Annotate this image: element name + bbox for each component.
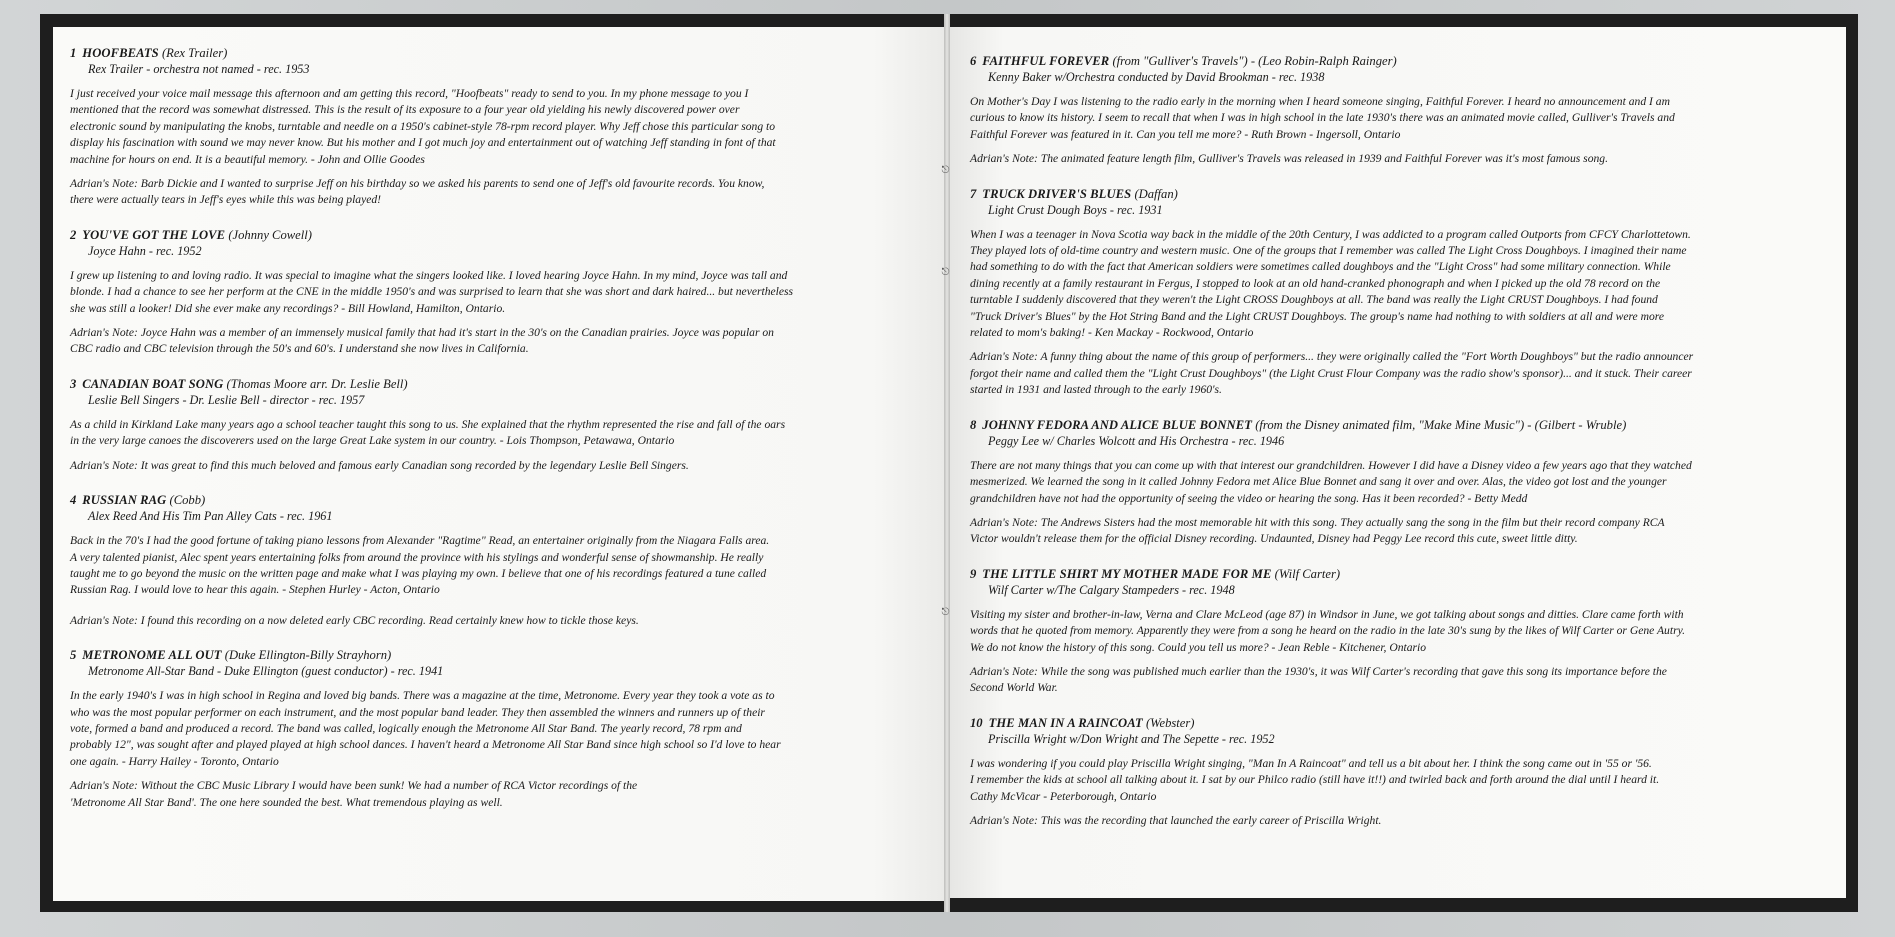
track-composer: (Daffan) bbox=[1134, 186, 1178, 201]
track-heading bbox=[970, 186, 1830, 202]
track-number: 5 bbox=[70, 648, 77, 663]
story-line: dining recently at a family restaurant in Fergus, I stopped to look at an old hand-cranked phonograph and when I picked up the old 78 record on the bbox=[970, 276, 1661, 290]
story-line: Visiting my sister and brother-in-law, Verna and Clare McLeod (age 87) in Windsor in June, we got talking about songs and ditties. Clare came forth with bbox=[970, 607, 1684, 621]
track-entry bbox=[970, 566, 1830, 697]
track-heading bbox=[70, 647, 928, 663]
note-line: Adrian's Note: While the song was published much earlier than the 1930's, it was Wilf Carter's recording that gave this song its importance before the bbox=[970, 664, 1667, 678]
track-heading bbox=[70, 376, 928, 392]
track-performer: Alex Reed And His Tim Pan Alley Cats - rec. 1961 bbox=[88, 509, 333, 524]
story-line: words that he quoted from memory. Apparently they were from a song he heard on the radio in the late 30's sung by the likes of Wilf Carter or Gene Autry. bbox=[970, 624, 1685, 638]
note-line: Adrian's Note: Without the CBC Music Library I would have been sunk! We had a number of RCA Victor recordings of the bbox=[70, 779, 638, 793]
staple-icon: ⎋ bbox=[941, 607, 950, 618]
story-line: I just received your voice mail message this afternoon and am getting this record, "Hoofbeats" ready to send to you. In my phone message to you I bbox=[70, 87, 749, 100]
listener-story bbox=[970, 458, 1830, 507]
track-performer: Peggy Lee w/ Charles Wolcott and His Orchestra - rec. 1946 bbox=[988, 433, 1285, 448]
listener-story bbox=[70, 533, 928, 599]
track-number: 10 bbox=[970, 715, 983, 730]
story-line: probably 12", was sought after and played played at high school dances. I haven't heard a Metronome All Star Band since high school so I'd love to hear bbox=[70, 738, 781, 752]
listener-story bbox=[70, 688, 928, 770]
track-heading bbox=[970, 715, 1830, 731]
story-line: mesmerized. We learned the song in it called Johnny Fedora met Alice Blue Bonnet and sang it over and over. Alas, the video got lost and the younger bbox=[970, 475, 1667, 489]
track-title: THE MAN IN A RAINCOAT bbox=[988, 715, 1143, 730]
track-title: CANADIAN BOAT SONG bbox=[82, 376, 224, 391]
track-composer: (Webster) bbox=[1145, 715, 1195, 730]
story-line: related to mom's baking! - Ken Mackay - Rockwood, Ontario bbox=[970, 326, 1254, 340]
story-line: grandchildren have not had the opportunity of seeing the video or hearing the song. Has it been recorded? - Betty Medd bbox=[970, 491, 1528, 505]
listener-story bbox=[970, 607, 1830, 656]
listener-story bbox=[970, 94, 1830, 143]
story-line: vote, formed a band and produced a record. The band was called, logically enough the Metronome All Star Band. The yearly record, 78 rpm and bbox=[70, 721, 742, 735]
story-line: curious to know its history. I seem to recall that when I was in high school in the late 1930's there was an animated movie called, Gulliver's Travels and bbox=[970, 111, 1675, 125]
track-heading bbox=[70, 227, 928, 243]
story-line: one again. - Harry Hailey - Toronto, Ontario bbox=[70, 754, 279, 768]
story-line: taught me to go beyond the music on the written page and make what I was playing my own. I believe that one of his recordings featured a tune called bbox=[70, 566, 767, 580]
track-entry bbox=[970, 715, 1830, 830]
note-line: Adrian's Note: Joyce Hahn was a member of an immensely musical family that had it's start in the 30's on the Canadian prairies. Joyce was popular on bbox=[70, 326, 774, 340]
adrians-note bbox=[970, 349, 1830, 398]
track-performer: Metronome All-Star Band - Duke Ellington (guest conductor) - rec. 1941 bbox=[88, 664, 444, 679]
track-title: FAITHFUL FOREVER bbox=[982, 54, 1110, 68]
adrians-note bbox=[70, 325, 928, 358]
story-line: she was still a looker! Did she ever make any recordings? - Bill Howland, Hamilton, Ontario. bbox=[70, 301, 506, 315]
story-line: machine for hours on end. It is a beautiful memory. - John and Ollie Goodes bbox=[70, 152, 425, 166]
right-column bbox=[970, 53, 1830, 847]
track-title: RUSSIAN RAG bbox=[82, 493, 167, 508]
track-performer: Rex Trailer - orchestra not named - rec. 1953 bbox=[88, 62, 310, 76]
note-line: started in 1931 and lasted through to the early 1960's. bbox=[970, 383, 1222, 397]
track-number: 8 bbox=[970, 417, 977, 432]
track-composer: (Thomas Moore arr. Dr. Leslie Bell) bbox=[226, 376, 408, 391]
track-entry bbox=[70, 376, 928, 474]
story-line: in the very large canoes the discoverers used on the large Great Lake system in our country. - Lois Thompson, Petawawa, Ontario bbox=[70, 434, 675, 448]
story-line: I was wondering if you could play Priscilla Wright singing, "Man In A Raincoat" and tell us a bit about her. I think the song came out in '55 or '56. bbox=[970, 756, 1652, 770]
story-line: "Truck Driver's Blues" by the Hot String Band and the Light CRUST Doughboys. The group's name had nothing to with soldiers at all and were more bbox=[970, 309, 1664, 323]
story-line: Cathy McVicar - Peterborough, Ontario bbox=[970, 789, 1157, 803]
left-column bbox=[70, 45, 928, 829]
story-line: We do not know the history of this song. Could you tell us more? - Jean Reble - Kitchener, Ontario bbox=[970, 640, 1427, 654]
track-title: METRONOME ALL OUT bbox=[82, 648, 222, 663]
track-entry bbox=[70, 45, 928, 209]
story-line: There are not many things that you can come up with that interest our grandchildren. However I did have a Disney video a few years ago that they watched bbox=[970, 458, 1692, 472]
track-performer: Joyce Hahn - rec. 1952 bbox=[88, 243, 202, 258]
story-line: Back in the 70's I had the good fortune of taking piano lessons from Alexander "Ragtime" Read, an entertainer originally from the Niagara Falls area. bbox=[70, 534, 770, 548]
adrians-note bbox=[70, 613, 928, 629]
track-performer: Leslie Bell Singers - Dr. Leslie Bell - director - rec. 1957 bbox=[88, 392, 365, 407]
track-heading bbox=[70, 492, 928, 508]
story-line: When I was a teenager in Nova Scotia way back in the middle of the 20th Century, I was addicted to a program called Outports from CFCY Charlottetown. bbox=[970, 227, 1691, 241]
adrians-note bbox=[70, 778, 928, 811]
note-line: CBC radio and CBC television through the 50's and 60's. I understand she now lives in California. bbox=[70, 342, 529, 356]
track-composer: (from "Gulliver's Travels") - (Leo Robin-Ralph Rainger) bbox=[1112, 54, 1397, 68]
track-heading bbox=[970, 53, 1830, 69]
note-line: Adrian's Note: Barb Dickie and I wanted to surprise Jeff on his birthday so we asked his parents to send one of Jeff's old favourite records. You know, bbox=[70, 177, 765, 191]
staple-icon: ⎋ bbox=[941, 267, 950, 278]
note-line: Adrian's Note: This was the recording that launched the early career of Priscilla Wright. bbox=[970, 813, 1382, 827]
track-title: THE LITTLE SHIRT MY MOTHER MADE FOR ME bbox=[982, 566, 1272, 581]
adrians-note bbox=[70, 458, 928, 474]
listener-story bbox=[70, 268, 928, 317]
track-number: 4 bbox=[70, 493, 77, 508]
track-entry bbox=[70, 492, 928, 629]
track-performer: Wilf Carter w/The Calgary Stampeders - rec. 1948 bbox=[988, 582, 1235, 597]
story-line: blonde. I had a chance to see her perform at the CNE in the middle 1950's and was surprised to learn that she was short and dark haired... but nevertheless bbox=[70, 285, 794, 299]
track-composer: (Duke Ellington-Billy Strayhorn) bbox=[224, 648, 392, 663]
story-line: A very talented pianist, Alec spent years entertaining folks from around the province with his stylings and wonderful sense of showmanship. He really bbox=[70, 550, 764, 564]
story-line: Russian Rag. I would love to hear this again. - Stephen Hurley - Acton, Ontario bbox=[70, 583, 440, 597]
note-line: Adrian's Note: The animated feature length film, Gulliver's Travels was released in 1939 and Faithful Forever was it's most famous song. bbox=[970, 152, 1608, 166]
note-line: forgot their name and called them the "Light Crust Doughboys" (the Light Crust Flour Company was the radio show's sponsor)... and it stuck. Their career bbox=[970, 366, 1692, 380]
track-number: 3 bbox=[70, 376, 77, 391]
story-line: turntable I suddenly discovered that they weren't the Light CROSS Doughboys at all. The band was really the Light CRUST Doughboys. I had found bbox=[970, 293, 1658, 307]
adrians-note bbox=[70, 176, 928, 209]
track-title: JOHNNY FEDORA AND ALICE BLUE BONNET bbox=[982, 417, 1253, 432]
track-title: HOOFBEATS bbox=[82, 46, 159, 60]
track-heading bbox=[70, 45, 928, 61]
note-line: Second World War. bbox=[970, 681, 1058, 695]
listener-story bbox=[70, 417, 928, 450]
story-line: display his fascination with sound we may never know. But his mother and I got much joy and entertainment out of watching Jeff standing in font of that bbox=[70, 136, 776, 150]
track-entry bbox=[970, 186, 1830, 399]
track-composer: (Wilf Carter) bbox=[1274, 566, 1341, 581]
track-number: 9 bbox=[970, 566, 977, 581]
adrians-note bbox=[970, 813, 1830, 829]
track-number: 7 bbox=[970, 186, 977, 201]
story-line: I grew up listening to and loving radio. It was special to imagine what the singers looked like. I loved hearing Joyce Hahn. In my mind, Joyce was tall and bbox=[70, 268, 788, 282]
track-number: 2 bbox=[70, 227, 77, 242]
listener-story bbox=[70, 86, 928, 168]
listener-story bbox=[970, 756, 1830, 805]
note-line: Adrian's Note: I found this recording on a now deleted early CBC recording. Read certainly knew how to tickle those keys. bbox=[70, 613, 639, 627]
track-heading bbox=[970, 566, 1830, 582]
story-line: mentioned that the record was somewhat distressed. This is the result of its exposure to a four year old yielding his newly discovered power over bbox=[70, 103, 740, 117]
booklet-spine bbox=[944, 14, 950, 912]
track-title: YOU'VE GOT THE LOVE bbox=[82, 227, 226, 242]
track-heading bbox=[970, 417, 1830, 433]
track-composer: (from the Disney animated film, "Make Mine Music") - (Gilbert - Wruble) bbox=[1255, 417, 1627, 432]
track-entry bbox=[70, 647, 928, 811]
story-line: As a child in Kirkland Lake many years ago a school teacher taught this song to us. She explained that the rhythm represented the rise and fall of the oars bbox=[70, 417, 786, 431]
story-line: electronic sound by manipulating the knobs, turntable and needle on a 1950's cabinet-style 78-rpm record player. Why Jeff chose this particular song to bbox=[70, 119, 776, 133]
adrians-note bbox=[970, 664, 1830, 697]
track-entry bbox=[70, 227, 928, 358]
note-line: Victor wouldn't release them for the official Disney recording. Undaunted, Disney had Peggy Lee record this cute, sweet little ditty. bbox=[970, 532, 1578, 546]
track-composer: (Rex Trailer) bbox=[161, 46, 228, 60]
note-line: Adrian's Note: A funny thing about the name of this group of performers... they were originally called the "Fort Worth Doughboys" but the radio announcer bbox=[970, 350, 1694, 364]
story-line: They played lots of old-time country and western music. One of the groups that I remember was called The Light Cross Doughboys. I imagined their name bbox=[970, 244, 1687, 258]
story-line: Faithful Forever was featured in it. Can you tell me more? - Ruth Brown - Ingersoll, Ontario bbox=[970, 127, 1401, 141]
note-line: there were actually tears in Jeff's eyes while this was being played! bbox=[70, 193, 382, 207]
track-performer: Priscilla Wright w/Don Wright and The Sepette - rec. 1952 bbox=[988, 731, 1275, 746]
track-entry bbox=[970, 53, 1830, 168]
track-performer: Kenny Baker w/Orchestra conducted by David Brookman - rec. 1938 bbox=[988, 70, 1325, 84]
story-line: who was the most popular performer on each instrument, and the most popular band leader. They then assembled the winners and runners up of their bbox=[70, 705, 765, 719]
track-composer: (Johnny Cowell) bbox=[228, 227, 312, 242]
note-line: Adrian's Note: The Andrews Sisters had the most memorable hit with this song. They actually sang the song in the film but their record company RCA bbox=[970, 515, 1665, 529]
track-composer: (Cobb) bbox=[169, 493, 206, 508]
staple-icon: ⎋ bbox=[941, 165, 950, 176]
adrians-note bbox=[970, 515, 1830, 548]
story-line: In the early 1940's I was in high school in Regina and loved big bands. There was a magazine at the time, Metronome. Every year they took a vote as to bbox=[70, 689, 775, 703]
story-line: On Mother's Day I was listening to the radio early in the morning when I heard someone singing, Faithful Forever. I heard no announcement and I am bbox=[970, 95, 1670, 108]
track-entry bbox=[970, 417, 1830, 548]
track-title: TRUCK DRIVER'S BLUES bbox=[982, 186, 1132, 201]
story-line: I remember the kids at school all talking about it. I sat by our Philco radio (still have it!!) and twirled back and forth around the dial until I heard it. bbox=[970, 773, 1660, 787]
story-line: had something to do with the fact that American soldiers were sometimes called doughboys and the "Light Cross" had some military connection. While bbox=[970, 260, 1671, 274]
track-number: 1 bbox=[70, 46, 77, 60]
note-line: Adrian's Note: It was great to find this much beloved and famous early Canadian song recorded by the legendary Leslie Bell Singers. bbox=[70, 458, 689, 472]
adrians-note bbox=[970, 151, 1830, 167]
listener-story bbox=[970, 227, 1830, 342]
note-line: 'Metronome All Star Band'. The one here sounded the best. What tremendous playing as well. bbox=[70, 795, 503, 809]
track-performer: Light Crust Dough Boys - rec. 1931 bbox=[988, 202, 1163, 217]
track-number: 6 bbox=[970, 54, 977, 68]
